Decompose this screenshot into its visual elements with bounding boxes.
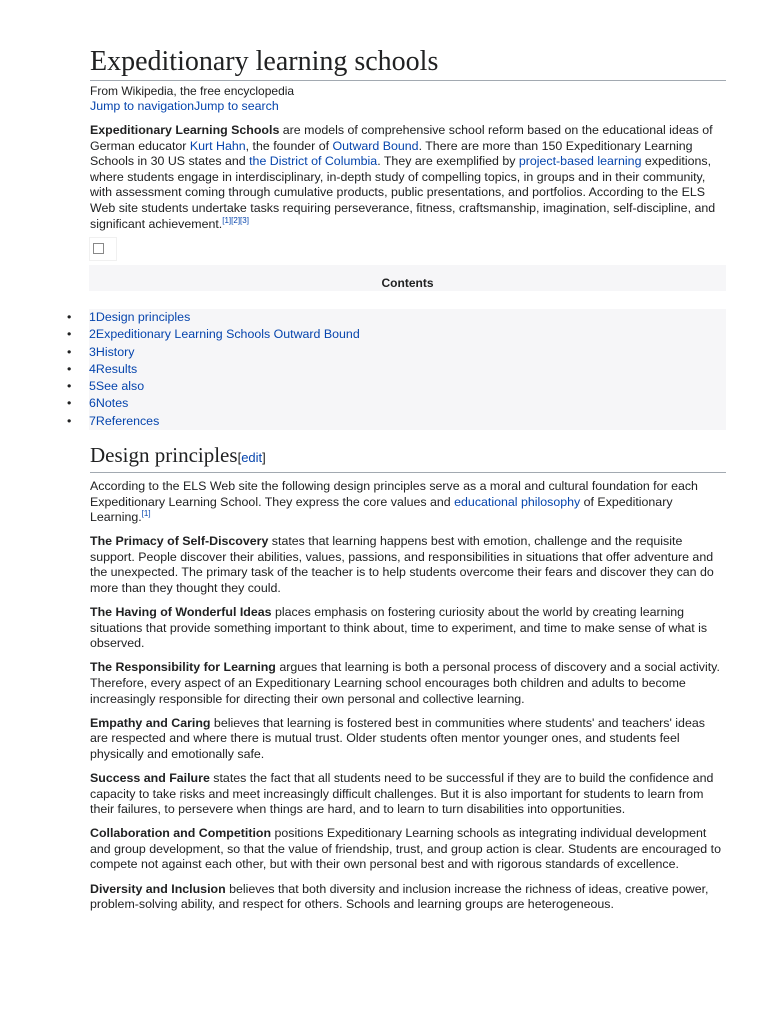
checkbox-icon (93, 243, 104, 254)
toc-heading: Contents (89, 265, 726, 291)
principle-name: Collaboration and Competition (90, 826, 272, 841)
principle-name: Success and Failure (90, 771, 210, 785)
toc-item-number[interactable]: 1 (89, 310, 96, 324)
section-title: Design principles (90, 443, 238, 467)
toc-item[interactable] (67, 361, 726, 378)
principle-text: believes that learning is fostered best in communities where students' and teachers' ideas are respected and where there is mutual trust. Older students often mentor younger ones, and students feel physically and emotionally safe. (90, 715, 705, 761)
tagline: From Wikipedia, the free encyclopedia (90, 84, 295, 98)
article-header (90, 44, 726, 232)
intro-text: . There are more than 150 Expeditionary Learning Schools in 30 US states and (90, 138, 693, 169)
educational-philosophy-link[interactable]: educational philosophy (454, 494, 581, 509)
principle-name: Empathy and Caring (90, 715, 211, 730)
toc-item-number[interactable]: 6 (89, 396, 96, 411)
paragraph-text: According to the ELS Web site the following design principles serve as a moral and cultural foundation for each Expeditionary Learning School. They express the core values and (90, 479, 698, 509)
bullet: • (67, 361, 72, 376)
toc-item-number[interactable]: 3 (89, 344, 96, 359)
intro-paragraph (90, 123, 726, 232)
principle-text: states the fact that all students need to be successful if they are to build the confidence and capacity to take risks and meet increasingly difficult challenges. But it is also important for students to learn from their failures, to persevere when things are hard, and to learn to turn disabilities into opportunities. (90, 771, 714, 817)
principle-text: states that learning happens best with emotion, challenge and the requisite support. People discover their abilities, values, passions, and responsibilities in situations that offer adventure and the unexpected. The primary task of the teacher is to help students overcome their fears and discover they can do more than they thought they could. (90, 534, 714, 596)
toc-item-link[interactable]: Design principles (95, 310, 191, 324)
design-principles-section (90, 441, 726, 913)
bullet: • (67, 396, 72, 411)
principle-text: believes that both diversity and inclusion increase the richness of ideas, creative power, problem-solving ability, and respect for others. Schools and learning groups are heterogeneous. (90, 881, 709, 912)
principle-paragraph (90, 605, 726, 652)
intro-text: are models of comprehensive school reform based on the educational ideas of German educator (90, 123, 713, 153)
principle-name: The Having of Wonderful Ideas (90, 605, 272, 620)
principle-name: The Responsibility for Learning (90, 660, 276, 675)
principle-paragraph (90, 882, 726, 913)
citation-1[interactable]: [1] (141, 509, 151, 519)
toc-item[interactable] (67, 344, 726, 361)
jump-to-search-link[interactable]: Jump to search (194, 99, 279, 113)
edit-bracket: [ (237, 450, 242, 465)
edit-bracket: ] (262, 450, 266, 465)
toc-item-link[interactable]: History (95, 344, 135, 359)
intro-bold-term: Expeditionary Learning Schools (90, 123, 280, 137)
bullet: • (67, 379, 72, 394)
intro-text: , the founder of (245, 138, 333, 153)
edit-link[interactable]: edit (241, 450, 263, 465)
bullet: • (67, 327, 72, 342)
bullet: • (67, 344, 72, 359)
intro-citations[interactable]: [1][2][3] (222, 215, 249, 225)
district-of-columbia-link[interactable]: the District of Columbia (249, 154, 378, 169)
page-title: Expeditionary learning schools (90, 44, 726, 81)
section-heading (90, 441, 726, 473)
toc-item-link[interactable]: Results (95, 361, 138, 376)
jump-links (90, 99, 726, 114)
toc-item[interactable] (67, 413, 726, 430)
toc-item-number[interactable]: 2 (89, 327, 96, 342)
toc-item-number[interactable]: 5 (89, 379, 96, 394)
toc-item-link[interactable]: Notes (95, 396, 129, 411)
principle-text: positions Expeditionary Learning schools as integrating individual development and group development, so that the value of friendship, trust, and group action is clear. Students are encouraged to compete not against each other, but with their own personal best and with rigorous standards of excellence. (90, 826, 721, 872)
toc-item-number[interactable]: 4 (89, 361, 96, 376)
bullet: • (67, 310, 72, 324)
jump-to-navigation-link[interactable]: Jump to navigation (90, 99, 195, 113)
principle-paragraph (90, 716, 726, 763)
toc-toggle-checkbox[interactable] (89, 237, 117, 261)
design-intro-paragraph (90, 479, 726, 526)
principle-paragraph (90, 771, 726, 818)
principle-text: places emphasis on fostering curiosity about the world by creating learning situations that provide something important to think about, time to experiment, and time to make sense of what is observed. (90, 605, 708, 651)
toc-item[interactable] (67, 309, 726, 326)
toc-item[interactable] (67, 326, 726, 343)
toc-item[interactable] (67, 378, 726, 395)
principle-text: argues that learning is both a personal process of discovery and a social activity. Therefore, every aspect of an Expeditionary Learning school encourages both children and adults to become increasingly responsible for directing their own personal and collective learning. (90, 660, 720, 706)
toc-item-link[interactable]: Expeditionary Learning Schools Outward Bound (95, 327, 360, 342)
kurt-hahn-link[interactable]: Kurt Hahn (189, 138, 246, 153)
bullet: • (67, 413, 72, 428)
intro-text: expeditions, where students engage in interdisciplinary, in-depth study of compelling topics, in groups and in their community, with assessment coming through cumulative products, public presentations, and portfolios. According to the ELS Web site students undertake tasks requiring perseverance, fitness, craftsmanship, imagination, self-discipline, and significant achievement. (90, 154, 716, 231)
principle-name: Diversity and Inclusion (90, 881, 226, 896)
toc-item[interactable] (67, 395, 726, 412)
principle-paragraph (90, 660, 726, 707)
intro-text: . They are exemplified by (377, 154, 519, 169)
toc-item-link[interactable]: References (95, 413, 160, 428)
table-of-contents (67, 309, 726, 430)
toc-item-link[interactable]: See also (95, 379, 145, 394)
principle-name: The Primacy of Self-Discovery (90, 534, 269, 549)
project-based-learning-link[interactable]: project-based learning (518, 154, 642, 169)
principle-paragraph (90, 534, 726, 596)
toc-item-number[interactable]: 7 (89, 413, 96, 428)
paragraph-text: of Expeditionary Learning. (90, 494, 673, 525)
principle-paragraph (90, 826, 726, 873)
outward-bound-link[interactable]: Outward Bound (332, 138, 419, 153)
